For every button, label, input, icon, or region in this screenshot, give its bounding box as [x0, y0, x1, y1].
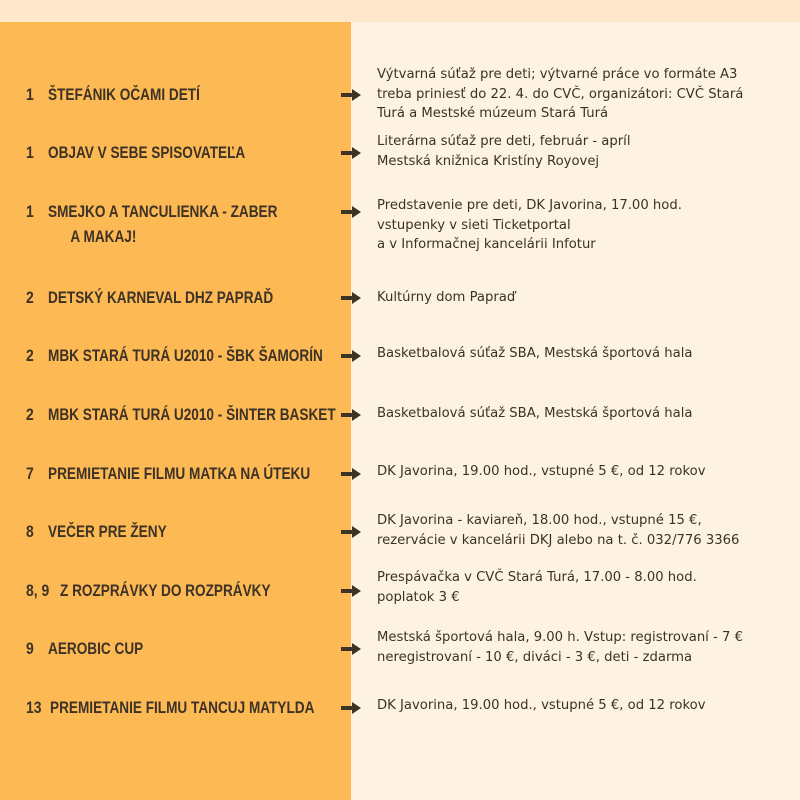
- event-description-line: DK Javorina, 19.00 hod., vstupné 5 €, od 12 rokov: [377, 464, 706, 479]
- event-description-line: DK Javorina, 19.00 hod., vstupné 5 €, od 12 rokov: [377, 698, 706, 713]
- event-day: 2: [26, 405, 34, 424]
- top-strip: [0, 0, 800, 22]
- event-description: [377, 628, 787, 667]
- event-title-line: SMEJKO A TANCULIENKA - ZABER: [48, 202, 278, 221]
- event-title: [48, 402, 336, 427]
- event-day: 13: [26, 698, 42, 717]
- event-description: [377, 344, 787, 364]
- event-description-line: Mestská športová hala, 9.00 h. Vstup: registrovaní - 7 €: [377, 630, 743, 645]
- event-title-line: MBK STARÁ TURÁ U2010 - ŠINTER BASKET: [48, 405, 336, 424]
- event-description: [377, 65, 787, 124]
- event-title: [60, 578, 271, 603]
- event-description: [377, 132, 787, 171]
- arrow-right-icon: [341, 147, 361, 159]
- event-description-line: poplatok 3 €: [377, 589, 460, 605]
- event-description-line: Mestská knižnica Kristíny Royovej: [377, 153, 600, 169]
- event-description-line: rezervácie v kancelárii DKJ alebo na t. č. 032/776 3366: [377, 532, 740, 548]
- event-description-line: Prespávačka v CVČ Stará Turá, 17.00 - 8.00 hod.: [377, 570, 697, 585]
- event-description-line: Predstavenie pre deti, DK Javorina, 17.00 hod.: [377, 198, 682, 213]
- event-description-line: vstupenky v sieti Ticketportal: [377, 217, 571, 233]
- event-title: [48, 140, 245, 165]
- arrow-right-icon: [341, 643, 361, 655]
- event-day: 1: [26, 143, 34, 162]
- event-title: [48, 343, 323, 368]
- event-day: 9: [26, 639, 34, 658]
- event-title-line: PREMIETANIE FILMU MATKA NA ÚTEKU: [48, 464, 311, 483]
- event-title: [48, 199, 277, 249]
- event-title-line: DETSKÝ KARNEVAL DHZ PAPRAĎ: [48, 288, 274, 307]
- arrow-right-icon: [341, 350, 361, 362]
- event-title: [48, 636, 143, 661]
- event-title: [50, 695, 314, 720]
- event-day: 7: [26, 464, 34, 483]
- event-title-line: ŠTEFÁNIK OČAMI DETÍ: [48, 85, 200, 104]
- event-title: [48, 461, 310, 486]
- event-day: 2: [26, 288, 34, 307]
- event-description: [377, 462, 787, 482]
- event-description: [377, 568, 787, 607]
- event-day: 8: [26, 522, 34, 541]
- event-description-line: Literárna súťaž pre deti, február - apríl: [377, 134, 631, 149]
- event-day: 8, 9: [26, 581, 50, 600]
- event-description-line: Turá a Mestské múzeum Stará Turá: [377, 106, 609, 121]
- event-title-line: MBK STARÁ TURÁ U2010 - ŠBK ŠAMORÍN: [48, 346, 323, 365]
- event-description-line: neregistrovaní - 10 €, diváci - 3 €, deti - zdarma: [377, 649, 693, 665]
- event-description-line: a v Informačnej kancelárii Infotur: [377, 237, 596, 252]
- event-title-line: Z ROZPRÁVKY DO ROZPRÁVKY: [60, 581, 271, 600]
- event-day: 2: [26, 346, 34, 365]
- event-title: [48, 285, 273, 310]
- arrow-right-icon: [341, 89, 361, 101]
- event-description: [377, 404, 787, 424]
- event-day: 1: [26, 202, 34, 221]
- event-title-line: A MAKAJ!: [70, 227, 137, 246]
- event-title-line: VEČER PRE ŽENY: [48, 522, 167, 541]
- event-description-line: Výtvarná súťaž pre deti; výtvarné práce vo formáte A3: [377, 67, 738, 82]
- event-description-line: Kultúrny dom Papraď: [377, 290, 516, 305]
- arrow-right-icon: [341, 526, 361, 538]
- event-day: 1: [26, 85, 34, 104]
- arrow-right-icon: [341, 409, 361, 421]
- event-description-line: DK Javorina - kaviareň, 18.00 hod., vstupné 15 €,: [377, 513, 702, 528]
- event-title-line: AEROBIC CUP: [48, 639, 144, 658]
- event-description-line: treba priniesť do 22. 4. do CVČ, organizátori: CVČ Stará: [377, 86, 744, 102]
- arrow-right-icon: [341, 702, 361, 714]
- event-description: [377, 696, 787, 716]
- arrow-right-icon: [341, 206, 361, 218]
- event-title-line: OBJAV V SEBE SPISOVATEĽA: [48, 143, 246, 162]
- event-title: [48, 519, 167, 544]
- event-description: [377, 288, 787, 308]
- arrow-right-icon: [341, 585, 361, 597]
- event-title-line: PREMIETANIE FILMU TANCUJ MATYLDA: [50, 698, 315, 717]
- event-title: [48, 82, 200, 107]
- arrow-right-icon: [341, 292, 361, 304]
- event-description: [377, 511, 787, 550]
- arrow-right-icon: [341, 468, 361, 480]
- event-description-line: Basketbalová súťaž SBA, Mestská športová hala: [377, 346, 693, 361]
- event-description-line: Basketbalová súťaž SBA, Mestská športová hala: [377, 406, 693, 421]
- event-description: [377, 196, 787, 255]
